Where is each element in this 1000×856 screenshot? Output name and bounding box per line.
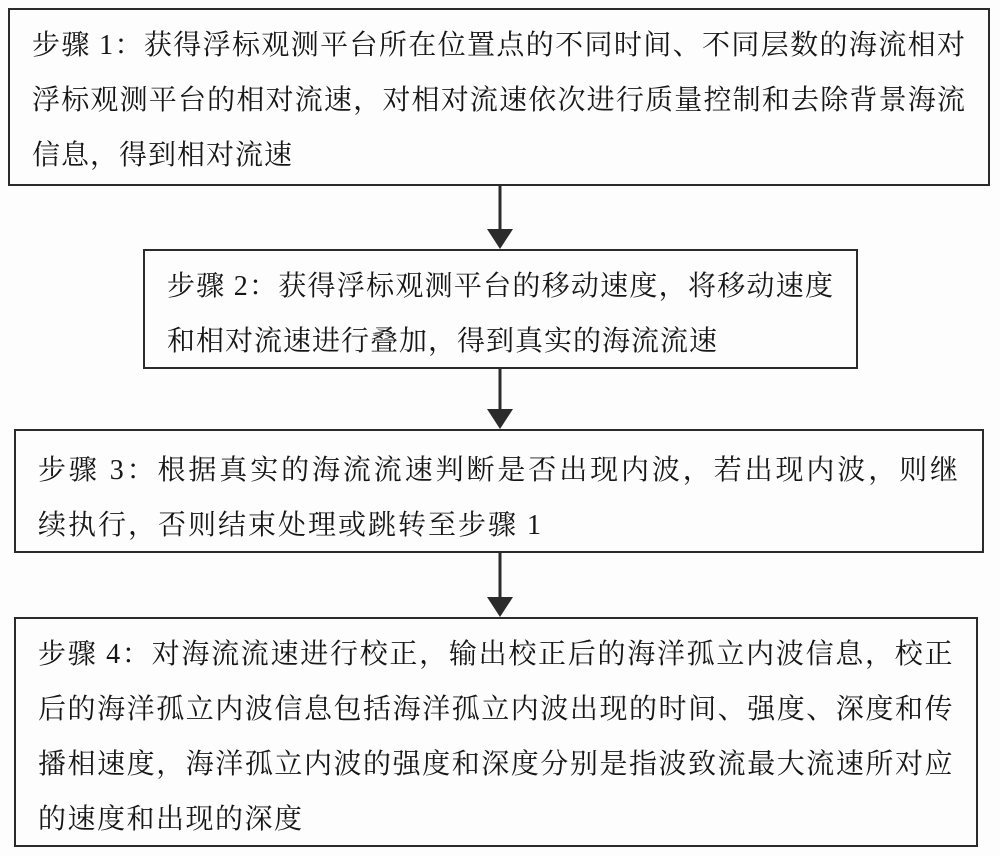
step-4-box: 步骤 4：对海流流速进行校正，输出校正后的海洋孤立内波信息，校正后的海洋孤立内波信息包括海洋孤立内波出现的时间、强度、深度和传播相速度，海洋孤立内波的强度和深度分别是指波致流最大流速所对应的速度和出现的深度 bbox=[14, 617, 978, 847]
step-1-box: 步骤 1：获得浮标观测平台所在位置点的不同时间、不同层数的海流相对浮标观测平台的相对流速，对相对流速依次进行质量控制和去除背景海流信息，得到相对流速 bbox=[8, 8, 990, 186]
arrow-line bbox=[499, 186, 502, 233]
arrow-head-icon bbox=[487, 597, 513, 617]
down-arrow-3 bbox=[487, 553, 513, 617]
step-2-box: 步骤 2：获得浮标观测平台的移动速度，将移动速度和相对流速进行叠加，得到真实的海流流速 bbox=[143, 249, 858, 369]
arrow-head-icon bbox=[487, 409, 513, 429]
arrow-line bbox=[499, 553, 502, 601]
down-arrow-2 bbox=[487, 369, 513, 429]
down-arrow-1 bbox=[487, 186, 513, 249]
arrow-head-icon bbox=[487, 229, 513, 249]
step-3-box: 步骤 3：根据真实的海流流速判断是否出现内波，若出现内波，则继续执行，否则结束处理或跳转至步骤 1 bbox=[14, 429, 984, 553]
arrow-line bbox=[499, 369, 502, 413]
